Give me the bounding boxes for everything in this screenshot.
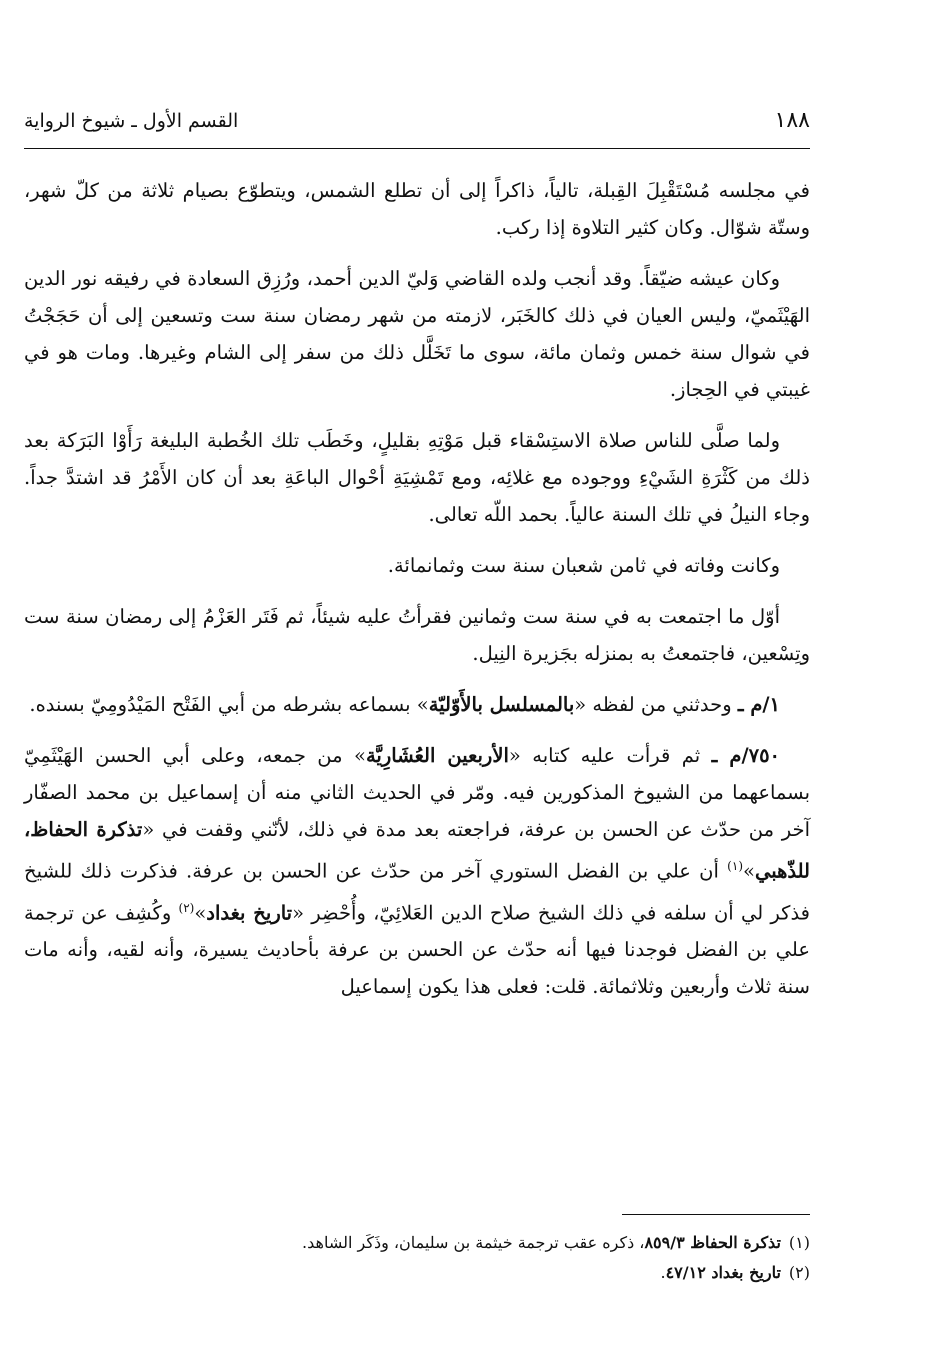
- footnote-text: ، ذكره عقب ترجمة خيثمة بن سليمان، وذَكَر الشاهد.: [302, 1233, 645, 1252]
- book-title: تذكرة الحفاظ، للذّهبي: [24, 818, 810, 883]
- paragraph-7: [24, 737, 810, 1005]
- paragraph-4: وكانت وفاته في ثامن شعبان سنة ست وثمانمائة.: [387, 554, 780, 577]
- footnote-number: (٢): [788, 1263, 810, 1282]
- entry-number: ٧٥٠/م ـ: [711, 744, 781, 767]
- main-text: [24, 172, 810, 1019]
- text-run: وحدثني من لفظه «: [574, 693, 732, 716]
- text-run: وكُشِف عن ترجمة علي بن الفضل فوجدنا فيها أنه حدّث عن الحسن بن عرفة بأحاديث يسيرة، وأنه لقيه، وأنه مات سنة ثلاث وأربعين وثلاثمائة. قلت: فعلى هذا يكون إسماعيل: [24, 901, 810, 998]
- paragraph-5: أوّل ما اجتمعت به في سنة ست وثمانين فقرأتُ عليه شيئاً، ثم فَتَر العَزْمُ إلى رمضان سنة ست وتِسْعين، فاجتمعتُ به بمنزله بجَزيرة النِيل.: [24, 605, 810, 665]
- text-run: »: [743, 859, 755, 883]
- footnote-1: [24, 1228, 810, 1258]
- text-run: أن علي بن الفضل الستوري آخر من حدّث عن الحسن بن عرفة. فذكرت ذلك للشيخ فذكر لي أن سلفه في ذلك الشيخ صلاح الدين العَلائِيّ، وأُحْضِر «: [24, 859, 810, 924]
- text-run: » من جمعه، وعلى أبي الحسن الهَيْثَمِيّ بسماعهما من الشيوخ المذكورين فيه. ومّر في الحديث الثاني منه أن إسماعيل بن محمد الصفّار آخر من حدّث عن الحسن بن عرفة، فراجعته بعد مدة في ذلك، لأنّني وقفت في «: [24, 744, 810, 841]
- text-run: »: [194, 901, 207, 924]
- footnote-ref-2: (٢): [178, 900, 195, 915]
- footnote-2: [24, 1258, 810, 1288]
- book-title: الأربعين العُشَارِيَّة: [365, 744, 509, 767]
- footnote-source: تذكرة الحفاظ ٨٥٩/٣: [644, 1233, 781, 1252]
- entry-number: ١/م ـ: [737, 693, 780, 716]
- footnote-rule: [622, 1214, 810, 1215]
- footnote-number: (١): [788, 1233, 810, 1252]
- page-header: [24, 108, 810, 148]
- book-title: بالمسلسل بالأَوّليّة: [428, 693, 575, 716]
- text-run: » بسماعه بشرطه من أبي الفَتْح المَيْدُومِيّ بسنده.: [29, 693, 429, 716]
- book-title: تاريخ بغداد: [206, 901, 293, 924]
- page-number: ١٨٨: [774, 108, 810, 133]
- footnote-ref-1: (١): [727, 859, 743, 873]
- running-title: القسم الأول ـ شيوخ الرواية: [24, 110, 239, 132]
- paragraph-3: ولما صلَّى للناس صلاة الاستِسْقاء قبل مَوْتِهِ بقليلٍ، وخَطَب تلك الخُطبة البليغة رَأَوْا البَرَكة بعد ذلك من كَثْرَةِ الشَيْءِ ووجوده مع غلائِه، ومع تَمْشِيَةِ أحْوال الباعَةِ بعد أن كان الأَمْرُ قد اشتدَّ جداً. وجاء النيلُ في تلك السنة عالياً. بحمد اللّه تعالى.: [24, 429, 810, 526]
- footnote-source: تاريخ بغداد ٤٧/١٢: [665, 1263, 781, 1282]
- footnote-text: .: [660, 1263, 666, 1282]
- paragraph-1: في مجلسه مُسْتَقْبِلَ القِبلة، تالياً، ذاكراً إلى أن تطلع الشمس، ويتطوّع بصيام ثلاثة من كلّ شهر، وستّة شوّال. وكان كثير التلاوة إذا ركب.: [24, 179, 810, 239]
- footnotes: [24, 1228, 810, 1288]
- paragraph-2: وكان عيشه ضيّقاً. وقد أنجب ولده القاضي وَليّ الدين أحمد، ورُزِق السعادة في رفيقه نور الدين الهَيْثَميّ، وليس العيان في ذلك كالخَبَر، لازمته من شهر رمضان سنة ست وتسعين إلى أن حَجَجْتُ في شوال سنة خمس وثمان مائة، سوى ما تَخَلَّل ذلك من سفر إلى الشام وغيرها. ومات هو في غيبتي في الحِجاز.: [24, 267, 810, 401]
- header-rule: [24, 148, 810, 149]
- paragraph-6: [24, 686, 810, 723]
- text-run: ثم قرأت عليه كتابه «: [508, 744, 701, 767]
